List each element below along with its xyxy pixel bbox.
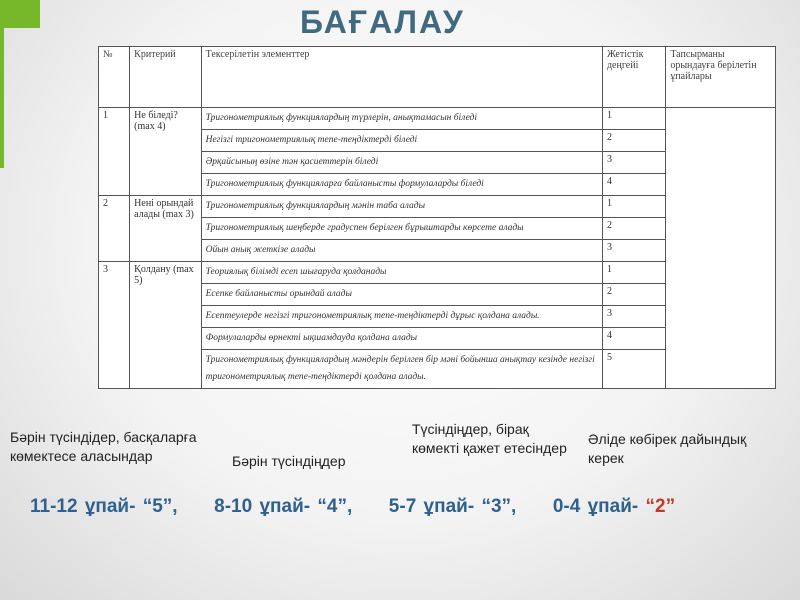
score-points-3: 5-7 ұпай- [388, 496, 475, 517]
element-text: Есепке байланысты орындай алады [201, 284, 602, 306]
level-value: 3 [602, 240, 665, 262]
level-value: 5 [602, 350, 665, 389]
element-text: Теориялық білімді есеп шығаруда қолданады [201, 262, 602, 284]
element-text: Тригонометриялық функциялардың түрлерін, анықтамасын біледі [201, 108, 602, 130]
score-grade-4: “4”, [317, 496, 353, 517]
grade-label-satisfactory: Түсіндіңдер, бірақ көмекті қажет етесіндер [412, 421, 567, 456]
score-grade-5: “5”, [142, 496, 178, 517]
group-number: 2 [99, 196, 130, 262]
level-value: 2 [602, 284, 665, 306]
level-value: 1 [602, 196, 665, 218]
level-value: 2 [602, 218, 665, 240]
level-value: 1 [602, 108, 665, 130]
level-value: 4 [602, 174, 665, 196]
score-points-2: 0-4 ұпай- [552, 496, 639, 517]
score-scale [30, 496, 790, 518]
accent-bar-top [0, 0, 40, 28]
level-value: 4 [602, 328, 665, 350]
element-text: Есептеулерде негізгі тригонометриялық тепе-теңдіктерді дұрыс қолдана алады. [201, 306, 602, 328]
header-level: Жетістік деңгейі [602, 47, 665, 108]
element-text: Тригонометриялық функцияларға байланысты формулаларды біледі [201, 174, 602, 196]
page-title-text: БАҒАЛАУ [300, 4, 465, 40]
page-title [300, 2, 470, 42]
score-grade-2: “2” [645, 496, 676, 517]
group-number: 1 [99, 108, 130, 196]
points-cell [666, 108, 776, 389]
grade-label-needs-work: Әліде көбірек дайындық керек [588, 431, 747, 466]
grade-label-excellent: Бәрін түсіндідер, басқаларға көмектесе аласындар [10, 429, 197, 464]
header-criterion: Критерий [130, 47, 201, 108]
element-text: Әрқайсының өзіне тән қасиеттерін біледі [201, 152, 602, 174]
element-text: Тригонометриялық функциялардың мәндерін берілген бір мәні бойынша анықтау кезінде негізгі тригонометриялық тепе-теңдіктерді қолдана алады. [201, 350, 602, 389]
score-points-4: 8-10 ұпай- [214, 496, 311, 517]
group-number: 3 [99, 262, 130, 389]
group-criterion: Не біледі? (max 4) [130, 108, 201, 196]
element-text: Ойын анық жеткізе алады [201, 240, 602, 262]
grade-label-good: Бәрін түсіндіңдер [232, 453, 346, 469]
level-value: 3 [602, 152, 665, 174]
header-elements: Тексерілетін элементтер [201, 47, 602, 108]
criteria-table [98, 46, 776, 389]
level-value: 1 [602, 262, 665, 284]
group-criterion: Нені орындай алады (max 3) [130, 196, 201, 262]
element-text: Негізгі тригонометриялық тепе-теңдіктерді біледі [201, 130, 602, 152]
group-criterion: Қолдану (max 5) [130, 262, 201, 389]
table-row [99, 108, 776, 130]
header-points: Тапсырманы орындауға берілетін ұпайлары [666, 47, 776, 108]
level-value: 2 [602, 130, 665, 152]
table-header-row [99, 47, 776, 108]
header-number: № [99, 47, 130, 108]
element-text: Тригонометриялық шеңберде градуспен берілген бұрыштарды көрсете алады [201, 218, 602, 240]
element-text: Формулаларды өрнекті ықшамдауда қолдана алады [201, 328, 602, 350]
score-points-5: 11-12 ұпай- [30, 496, 136, 517]
level-value: 3 [602, 306, 665, 328]
element-text: Тригонометриялық функциялардың мәнін таба алады [201, 196, 602, 218]
accent-bar-left [0, 28, 4, 168]
score-grade-3: “3”, [481, 496, 517, 517]
